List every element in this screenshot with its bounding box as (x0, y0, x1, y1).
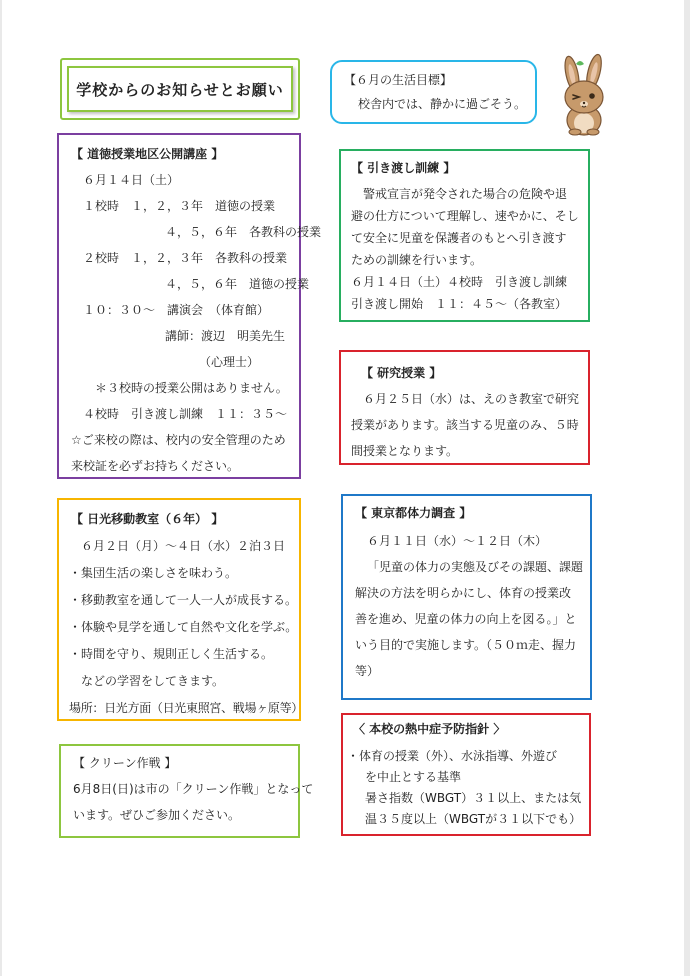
body-line: などの学習をしてきます。 (81, 674, 225, 688)
trip-dates: ６月２日（月）～４日（水）２泊３日 (81, 539, 286, 553)
body-line: 引き渡し開始 １１：４５～（各教室） (351, 297, 568, 311)
body-line: て安全に児童を保護者のもとへ引き渡す (351, 231, 567, 245)
list-item: ・体験や見学を通して自然や文化を学ぶ。 (69, 620, 298, 634)
event-date: ６月１４日（土） (83, 173, 180, 187)
list-item: ・集団生活の楽しさを味わう。 (69, 566, 238, 580)
body-line: 6月8日(日)は市の「クリーン作戦」となって (73, 782, 314, 796)
schedule-line: ４，５，６年 道徳の授業 (165, 277, 310, 291)
list-item: ・体育の授業（外）、水泳指導、外遊び (347, 749, 558, 763)
research-class-heading: 【 研究授業 】 (361, 366, 442, 380)
handover-drill-heading: 【 引き渡し訓練 】 (351, 161, 456, 175)
body-line: 避の仕方について理解し、速やかに、そし (351, 209, 579, 223)
nikko-trip-box (57, 498, 304, 721)
body-line: 授業があります。該当する児童のみ、５時 (351, 418, 579, 432)
clean-campaign-box (59, 744, 314, 838)
body-line: ための訓練を行います。 (351, 253, 483, 267)
body-line: 暑さ指数（WBGT）３１以上、または気 (365, 791, 582, 805)
heatstroke-guideline-heading: 〈 本校の熱中症予防指針 〉 (353, 722, 506, 736)
title-banner (60, 58, 300, 120)
body-line: いう目的で実施します。（５０ｍ走、握力 (355, 638, 577, 652)
trip-location: 場所：日光方面（日光東照宮、戦場ヶ原等） (69, 701, 304, 715)
monthly-goal-box (330, 60, 537, 124)
drill-line: ４校時 引き渡し訓練 １１：３５～ (83, 407, 288, 421)
schedule-line: ２校時 １，２，３年 各教科の授業 (83, 251, 288, 265)
monthly-goal-text: 校舎内では、静かに過ごそう。 (358, 97, 527, 111)
schedule-line: ４，５，６年 各教科の授業 (165, 225, 322, 239)
newsletter-page (2, 0, 684, 976)
handover-drill-box (339, 149, 590, 322)
lecturer-line: 講師：渡辺 明美先生 (165, 329, 286, 343)
body-line: ６月１４日（土）４校時 引き渡し訓練 (351, 275, 568, 289)
body-line: います。ぜひご参加ください。 (73, 808, 241, 822)
note-line: ＊３校時の授業公開はありません。 (95, 381, 288, 395)
monthly-goal-heading: 【６月の生活目標】 (344, 73, 453, 87)
body-line: 温３５度以上（WBGTが３１以下でも） (365, 812, 582, 826)
heatstroke-guideline-box (341, 713, 591, 836)
schedule-line: １校時 １，２，３年 道徳の授業 (83, 199, 276, 213)
fitness-survey-heading: 【 東京都体力調査 】 (355, 506, 472, 520)
lecture-line: １０：３０～ 講演会 （体育館） (83, 303, 270, 317)
body-line: 「児童の体力の実態及びその課題、課題 (367, 560, 584, 574)
fitness-survey-box (341, 494, 592, 700)
page-title: 学校からのお知らせとお願い (67, 66, 293, 112)
clean-campaign-heading: 【 クリーン作戦 】 (73, 756, 177, 770)
moral-education-box (57, 133, 322, 479)
list-item: ・時間を守り、規則正しく生活する。 (69, 647, 274, 661)
body-line: 間授業となります。 (351, 444, 459, 458)
notice-line: 来校証を必ずお持ちください。 (71, 459, 240, 473)
body-line: ６月２５日（水）は、えのき教室で研究 (351, 392, 580, 406)
moral-education-heading: 【 道徳授業地区公開講座 】 (71, 147, 224, 161)
notice-line: ☆ご来校の際は、校内の安全管理のため (71, 433, 286, 447)
lecturer-role: （心理士） (199, 355, 260, 369)
rabbit-mascot-icon (554, 52, 616, 136)
research-class-box (339, 350, 590, 465)
body-line: 善を進め、児童の体力の向上を図る。」と (355, 612, 577, 626)
body-line: を中止とする基準 (365, 770, 462, 784)
nikko-trip-heading: 【 日光移動教室（６年） 】 (71, 512, 224, 526)
body-line: 警戒宣言が発令された場合の危険や退 (351, 187, 568, 201)
body-line: 等） (355, 664, 380, 678)
body-line: 解決の方法を明らかにし、体育の授業改 (355, 586, 572, 600)
list-item: ・移動教室を通して一人一人が成長する。 (69, 593, 298, 607)
survey-dates: ６月１１日（水）～１２日（木） (367, 534, 548, 548)
